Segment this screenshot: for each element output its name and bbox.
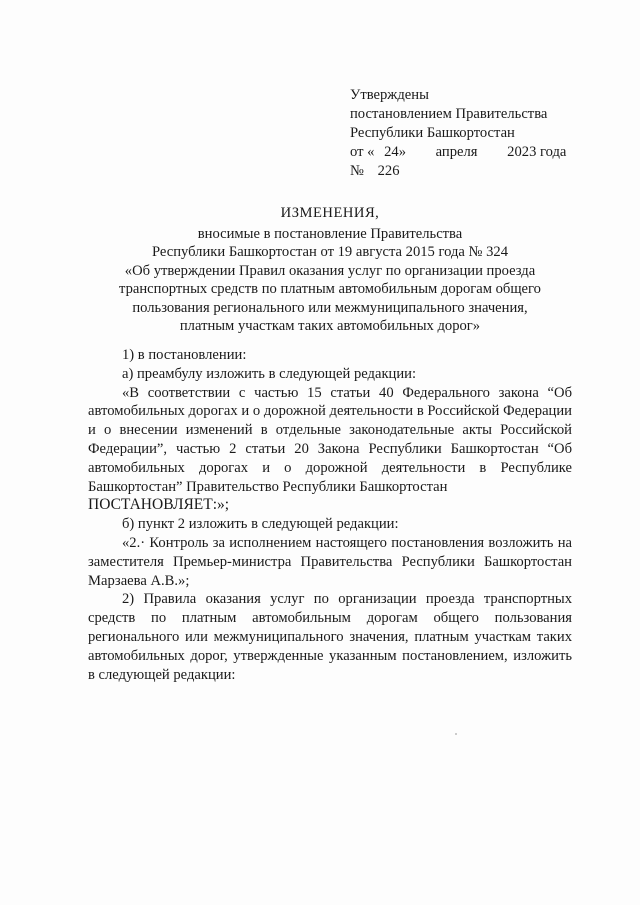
- approval-stamp: [350, 86, 610, 181]
- title-line: Республики Башкортостан от 19 августа 2015 года № 324: [151, 244, 509, 260]
- document-title: [70, 204, 590, 336]
- document-body: [88, 346, 572, 684]
- title-line: платным участкам таких автомобильных дорог»: [179, 318, 481, 334]
- title-line: пользования регионального или межмуниципального значения,: [132, 299, 528, 316]
- paragraph: «В соответствии с частью 15 статьи 40 Федерального закона “Об автомобильных дорогах и о дорожной деятельности в Российской Федерации и о внесении изменений в отдельные законодательные акты Российской Федерации”, частью 2 статьи 20 Закона Республики Башкортостан “Об автомобильных дорогах и о дорожной деятельности в Республике Башкортостан” Правительство Республики Башкортостан: [88, 384, 572, 495]
- title-heading: ИЗМЕНЕНИЯ,: [280, 205, 380, 221]
- date-month: апреля: [435, 144, 478, 160]
- approval-line: постановлением Правительства: [350, 106, 548, 122]
- date-prefix: от «: [350, 144, 375, 160]
- paragraph: а) преамбулу изложить в следующей редакции:: [122, 365, 417, 382]
- date-day: 24»: [384, 144, 406, 160]
- number-value: 226: [377, 163, 400, 179]
- paragraph: «2.· Контроль за исполнением настоящего постановления возложить на заместителя Премьер-министра Правительства Республики Башкортостан Марзаева А.В.»;: [88, 534, 572, 589]
- paragraph: б) пункт 2 изложить в следующей редакции:: [122, 516, 399, 533]
- title-line: транспортных средств по платным автомобильным дорогам общего: [119, 281, 541, 297]
- date-year: 2023 года: [507, 144, 567, 160]
- title-line: вносимые в постановление Правительства: [197, 225, 463, 242]
- paragraph: 2) Правила оказания услуг по организации проезда транспортных средств по платным автомобильным дорогам общего пользования регионального или межмуниципального значения, платным участкам таких автомобильных дорог, утвержденные указанным постановлением, изложить в следующей редакции:: [88, 591, 572, 683]
- approval-date: [350, 143, 610, 162]
- scan-speck: [455, 733, 457, 735]
- approval-line: Утверждены: [350, 87, 429, 103]
- approval-line: Республики Башкортостан: [350, 125, 515, 141]
- number-prefix: №: [350, 163, 364, 179]
- paragraph-end: ПОСТАНОВЛЯЕТ:»;: [88, 496, 230, 514]
- title-line: «Об утверждении Правил оказания услуг по организации проезда: [124, 262, 536, 279]
- approval-number: [350, 162, 610, 181]
- paragraph: 1) в постановлении:: [122, 347, 247, 363]
